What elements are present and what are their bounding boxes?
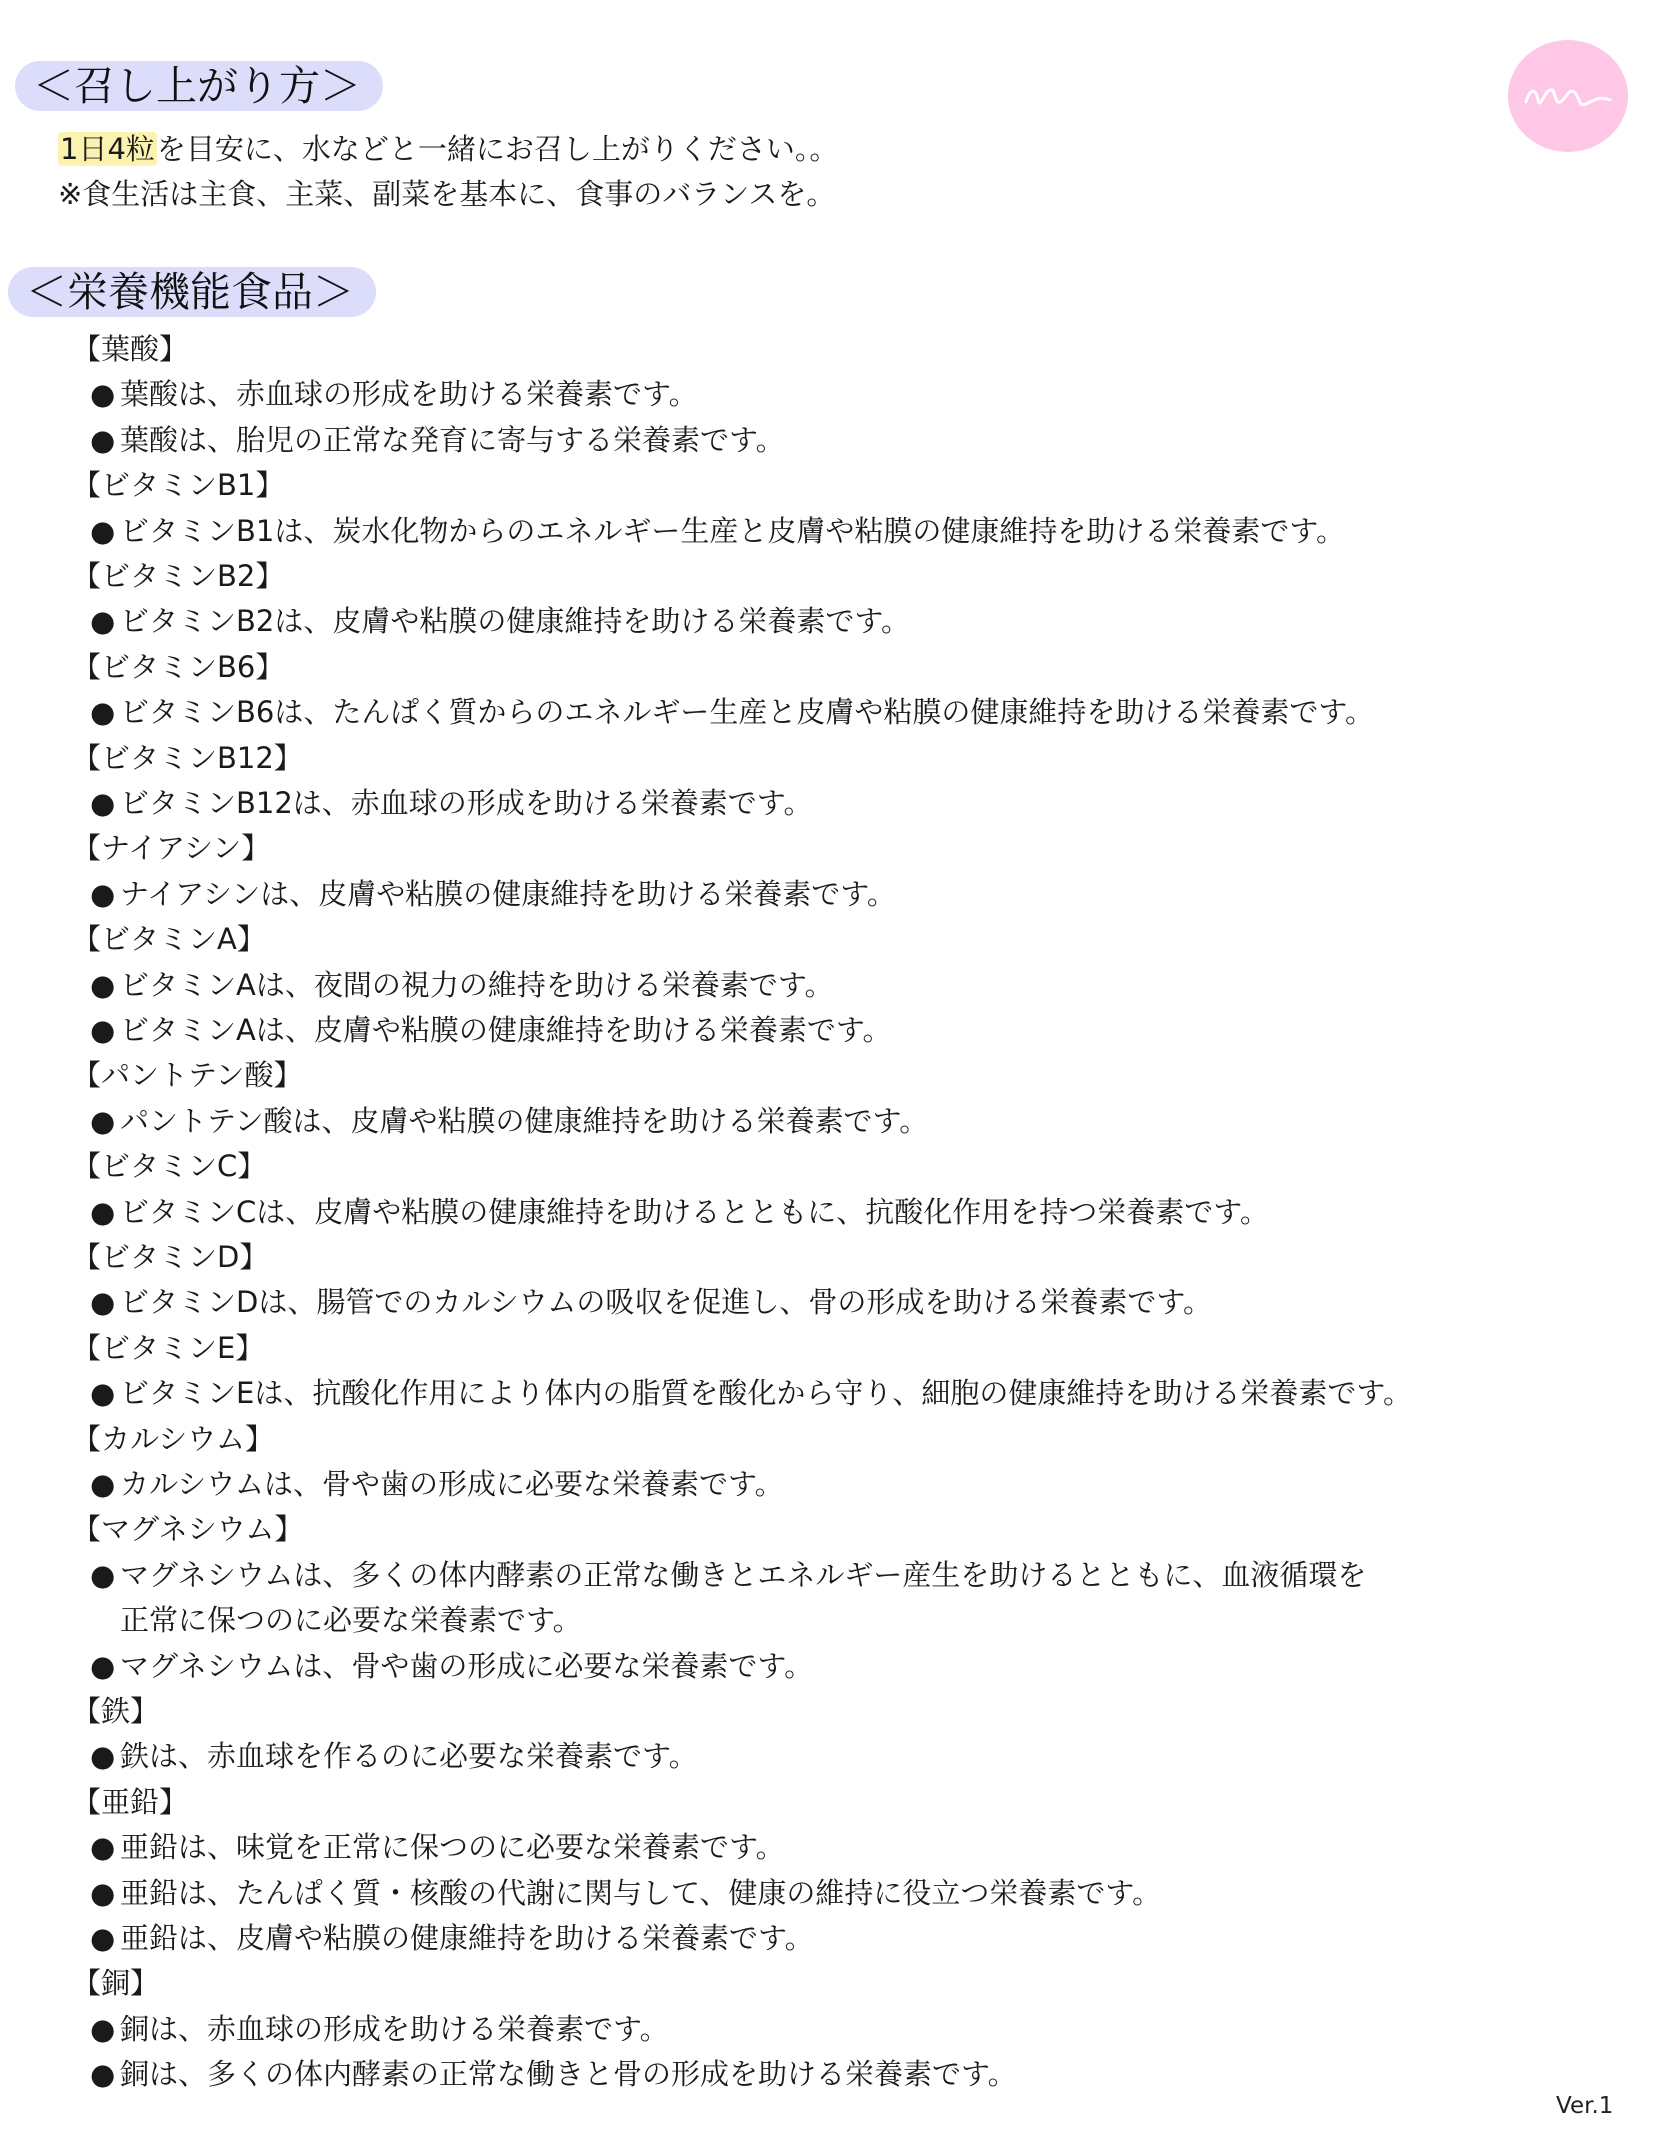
nutrient-claim-text: 葉酸は、胎児の正常な発育に寄与する栄養素です。 [120, 422, 785, 457]
nutrient-name: 【ビタミンC】 [72, 1149, 267, 1184]
nutrient-claim-text: ビタミンAは、皮膚や粘膜の健康維持を助ける栄養素です。 [120, 1012, 892, 1047]
nutrient-name: 【ビタミンB12】 [72, 740, 303, 775]
nutrient-claim [72, 872, 1552, 917]
nutrient-claim-text: 銅は、多くの体内酵素の正常な働きと骨の形成を助ける栄養素です。 [120, 2057, 1017, 2092]
bullet-icon: ● [90, 1376, 116, 1411]
nutrient-claim [72, 1280, 1552, 1325]
nutrient-name: 【マグネシウム】 [72, 1512, 304, 1547]
nutrient-claim-text: ナイアシンは、皮膚や粘膜の健康維持を助ける栄養素です。 [120, 876, 896, 911]
nutrient-claim-text: ビタミンEは、抗酸化作用により体内の脂質を酸化から守り、細胞の健康維持を助ける栄養素です。 [120, 1376, 1413, 1411]
nutrient-name: 【鉄】 [72, 1693, 160, 1728]
bullet-icon: ● [90, 422, 116, 457]
nutrient-claim [72, 1825, 1552, 1870]
nutrient-claim [72, 1734, 1552, 1779]
nutrient-claim-text: ビタミンCは、皮膚や粘膜の健康維持を助けるとともに、抗酸化作用を持つ栄養素です。 [120, 1194, 1269, 1229]
nutrient-name: 【亜鉛】 [72, 1784, 189, 1819]
nutrient-name: 【銅】 [72, 1966, 160, 2001]
usage-instruction-text: を目安に、水などと一緒にお召し上がりください。。 [156, 132, 839, 166]
usage-instruction [58, 127, 838, 168]
nutrient-claim [72, 1462, 1552, 1507]
bullet-icon: ● [90, 1285, 116, 1320]
bullet-icon: ● [90, 1557, 116, 1592]
nutrient-claim [72, 418, 1552, 463]
nutrient-claim [72, 1099, 1552, 1144]
diet-note: ※食生活は主食、主菜、副菜を基本に、食事のバランスを。 [58, 177, 836, 211]
wave-signature-logo-icon [1508, 40, 1628, 152]
nutrient-name: 【ビタミンD】 [72, 1239, 269, 1274]
nutrient-claim-text: 亜鉛は、たんぱく質・核酸の代謝に関与して、健康の維持に役立つ栄養素です。 [120, 1875, 1162, 1910]
bullet-icon: ● [90, 1103, 116, 1138]
nutrient-claim [72, 2052, 1552, 2097]
nutrient-claim-text: 鉄は、赤血球を作るのに必要な栄養素です。 [120, 1739, 698, 1774]
nutrient-claim-text: 葉酸は、赤血球の形成を助ける栄養素です。 [120, 377, 698, 412]
nutrient-claim-text: マグネシウムは、骨や歯の形成に必要な栄養素です。 [120, 1648, 814, 1683]
nutrient-claim [72, 690, 1552, 735]
nutrient-claim-text: 銅は、赤血球の形成を助ける栄養素です。 [120, 2011, 669, 2046]
nutrient-claim-text: ビタミンB2は、皮膚や粘膜の健康維持を助ける栄養素です。 [120, 604, 911, 639]
nutrient-name: 【ナイアシン】 [72, 831, 271, 866]
nutrient-name: 【ビタミンA】 [72, 922, 266, 957]
nutrient-claim [72, 599, 1552, 644]
bullet-icon: ● [90, 695, 116, 730]
version-label: Ver.1 [1556, 2093, 1614, 2119]
nutrient-claim-text: ビタミンDは、腸管でのカルシウムの吸収を促進し、骨の形成を助ける栄養素です。 [120, 1285, 1212, 1320]
nutrient-claim [72, 781, 1552, 826]
nutrient-name: 【ビタミンB6】 [72, 649, 285, 684]
bullet-icon: ● [90, 2057, 116, 2092]
nutrient-claim-text: パントテン酸は、皮膚や粘膜の健康維持を助ける栄養素です。 [120, 1103, 929, 1138]
nutrient-claim [72, 1916, 1552, 1961]
bullet-icon: ● [90, 1920, 116, 1955]
nutrient-name: 【パントテン酸】 [72, 1058, 303, 1093]
nutrition-heading: ＜栄養機能食品＞ [8, 267, 376, 317]
bullet-icon: ● [90, 1875, 116, 1910]
nutrient-claim [72, 1553, 1552, 1598]
nutrient-claim [72, 963, 1552, 1008]
nutrient-claim [72, 2007, 1552, 2052]
brand-logo [1508, 40, 1628, 152]
bullet-icon: ● [90, 876, 116, 911]
nutrient-name: 【ビタミンE】 [72, 1330, 265, 1365]
bullet-icon: ● [90, 967, 116, 1002]
nutrient-claim-text: 正常に保つのに必要な栄養素です。 [120, 1603, 582, 1638]
nutrient-name: 【ビタミンB1】 [72, 468, 285, 503]
nutrient-name: 【葉酸】 [72, 332, 189, 366]
bullet-icon: ● [90, 785, 116, 820]
bullet-icon: ● [90, 1830, 116, 1865]
nutrient-claim [72, 1190, 1552, 1235]
bullet-icon: ● [90, 513, 116, 548]
nutrient-claim-text: ビタミンAは、夜間の視力の維持を助ける栄養素です。 [120, 967, 834, 1002]
nutrient-claim-continuation [72, 1598, 1552, 1643]
nutrient-claim-text: 亜鉛は、味覚を正常に保つのに必要な栄養素です。 [120, 1830, 785, 1865]
nutrient-name: 【ビタミンB2】 [72, 559, 285, 593]
nutrient-claim-text: カルシウムは、骨や歯の形成に必要な栄養素です。 [120, 1466, 784, 1501]
bullet-icon: ● [90, 1194, 116, 1229]
nutrients-list [72, 327, 1552, 2098]
nutrient-claim [72, 1644, 1552, 1689]
usage-heading: ＜召し上がり方＞ [15, 61, 383, 111]
nutrient-name: 【カルシウム】 [72, 1421, 274, 1456]
dosage-highlight: 1日4粒 [60, 132, 155, 166]
bullet-icon: ● [90, 2011, 116, 2046]
nutrient-claim [72, 509, 1552, 554]
bullet-icon: ● [90, 1648, 116, 1683]
nutrient-claim [72, 1371, 1552, 1416]
nutrient-claim-text: ビタミンB12は、赤血球の形成を助ける栄養素です。 [120, 785, 813, 820]
nutrient-claim-text: マグネシウムは、多くの体内酵素の正常な働きとエネルギー産生を助けるとともに、血液循環を [120, 1557, 1367, 1592]
bullet-icon: ● [90, 1466, 116, 1501]
bullet-icon: ● [90, 377, 116, 412]
nutrient-claim [72, 1871, 1552, 1916]
bullet-icon: ● [90, 1739, 116, 1774]
nutrient-claim-text: ビタミンB1は、炭水化物からのエネルギー生産と皮膚や粘膜の健康維持を助ける栄養素です。 [120, 513, 1346, 548]
nutrient-claim-text: 亜鉛は、皮膚や粘膜の健康維持を助ける栄養素です。 [120, 1920, 814, 1955]
nutrient-claim [72, 1008, 1552, 1053]
nutrient-claim [72, 372, 1552, 417]
nutrient-claim-text: ビタミンB6は、たんぱく質からのエネルギー生産と皮膚や粘膜の健康維持を助ける栄養素です。 [120, 695, 1375, 730]
bullet-icon: ● [90, 604, 116, 639]
bullet-icon: ● [90, 1012, 116, 1047]
